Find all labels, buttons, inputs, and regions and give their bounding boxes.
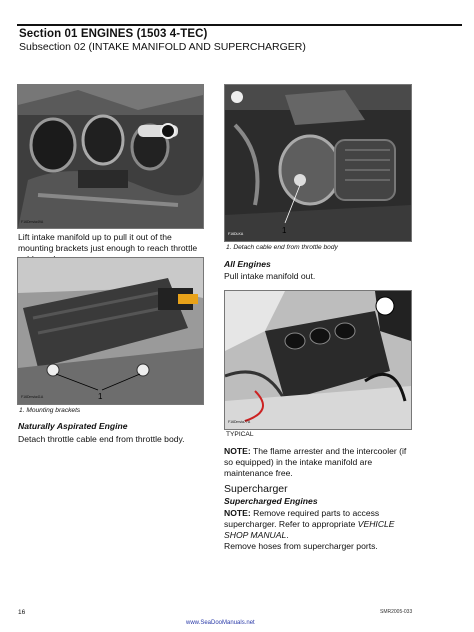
heading-supercharger: Supercharger (224, 483, 288, 495)
intake-manifold-photo (224, 290, 412, 430)
subsection-title: Subsection 02 (INTAKE MANIFOLD AND SUPERCHARGER) (19, 41, 306, 53)
supercharger-paragraph: Remove hoses from supercharger ports. (224, 541, 378, 551)
website-link[interactable]: www.SeaDooManuals.net (186, 620, 255, 626)
engine-manifold-photo (17, 84, 204, 229)
figure-caption: 1. Detach cable end from throttle body (226, 244, 338, 251)
mounting-brackets-photo (17, 257, 204, 405)
manual-reference: VEHICLE SHOP MANUAL (224, 519, 395, 540)
heading-naturally-aspirated: Naturally Aspirated Engine (18, 421, 128, 431)
maintenance-note (224, 446, 414, 479)
header-rule (17, 24, 462, 26)
note-label: NOTE: (224, 508, 251, 518)
page-number: 16 (18, 609, 26, 616)
instruction-paragraph: Lift intake manifold up to pull it out of the mounting brackets just enough to reach throttle (18, 232, 198, 253)
supercharger-note (224, 508, 412, 541)
section-title: Section 01 ENGINES (1503 4-TEC) (19, 28, 208, 40)
figure-ref: F16DLKA (228, 232, 244, 236)
note-text: Remove required parts to access supercharger. Refer to appropriate (224, 508, 380, 529)
throttle-body-photo (224, 84, 412, 242)
heading-all-engines: All Engines (224, 259, 271, 269)
document-code: SMR2005-033 (380, 609, 413, 615)
naturally-aspirated-paragraph: Detach throttle cable end from throttle body. (18, 434, 185, 444)
note-label: NOTE: (224, 446, 251, 456)
figure-caption: TYPICAL (226, 431, 254, 438)
figure-ref: F16Dmvia77A (228, 420, 251, 424)
heading-supercharged-engines: Supercharged Engines (224, 496, 318, 506)
figure-ref: F16Dmvia41A (21, 395, 44, 399)
figure-ref: F16Dmvia49A (21, 220, 44, 224)
callout-number: 1 (98, 392, 103, 401)
figure-caption: 1. Mounting brackets (19, 407, 81, 414)
all-engines-paragraph: Pull intake manifold out. (224, 271, 316, 281)
note-end: . (286, 530, 289, 540)
callout-number: 1 (282, 226, 287, 235)
note-text: The flame arrester and the intercooler (if so equipped) in the intake manifold are maintenance free. (224, 446, 407, 478)
